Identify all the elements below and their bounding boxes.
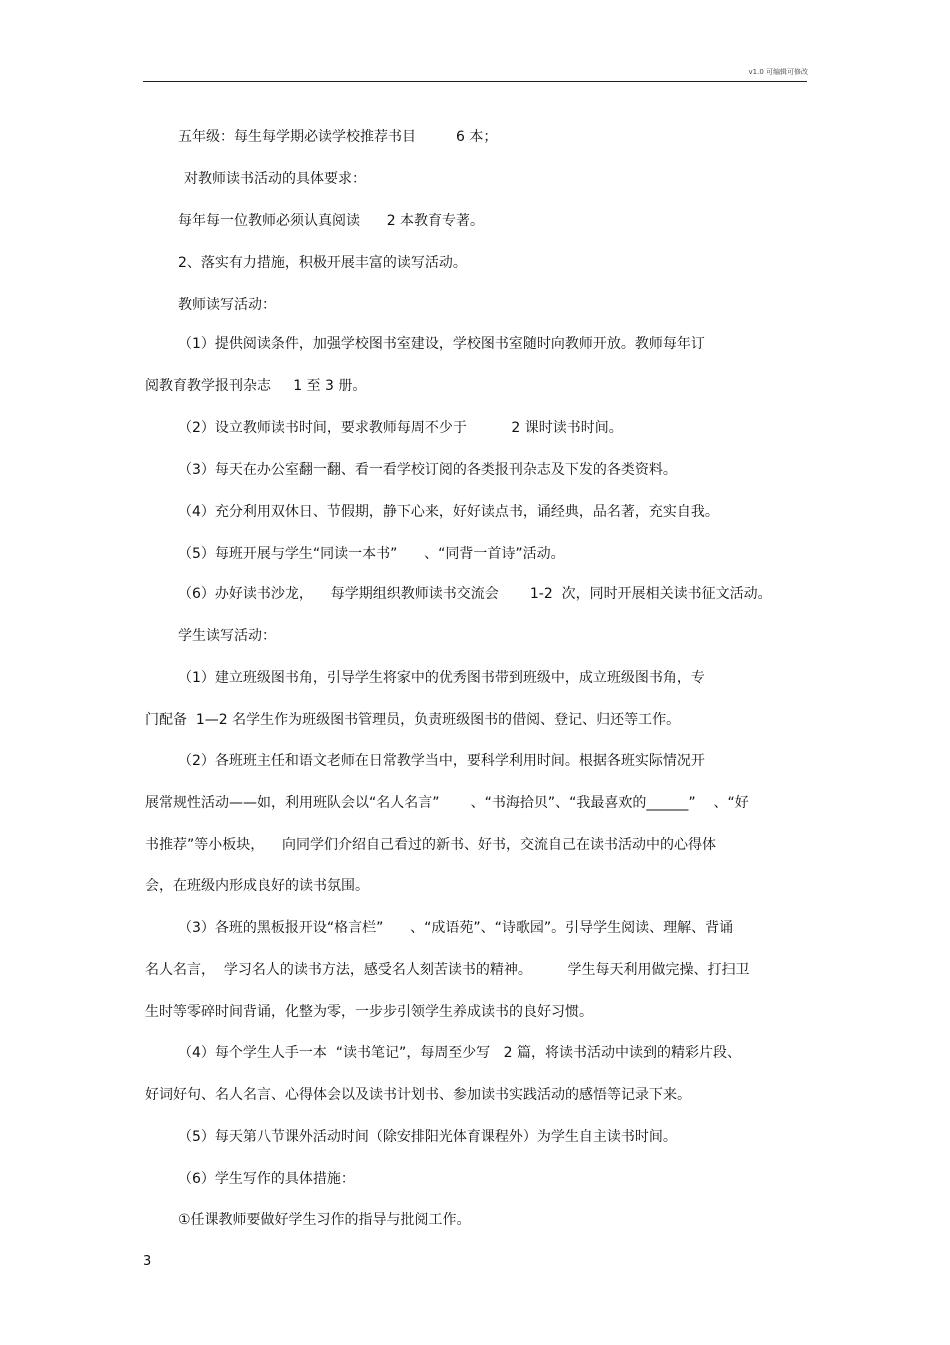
body-line: （6）办好读书沙龙， 每学期组织教师读书交流会 1-2 次，同时开展相关读书征文活动。 bbox=[178, 586, 772, 602]
body-line: 会，在班级内形成良好的读书氛围。 bbox=[145, 878, 369, 894]
body-line: （2）设立教师读书时间，要求教师每周不少于 2 课时读书时间。 bbox=[178, 420, 623, 436]
body-line: 阅教育教学报刊杂志 1 至 3 册。 bbox=[145, 378, 367, 394]
body-line: （4）充分利用双休日、节假期，静下心来，好好读点书，诵经典，品名著，充实自我。 bbox=[178, 504, 719, 520]
body-line: 对教师读书活动的具体要求： bbox=[184, 171, 366, 187]
body-line: 教师读写活动： bbox=[178, 297, 276, 313]
header-version-note: v1.0 可编辑可修改 bbox=[748, 68, 808, 76]
page-number: 3 bbox=[143, 1254, 152, 1269]
body-line: 每年每一位教师必须认真阅读 2 本教育专著。 bbox=[178, 213, 485, 229]
body-line: （6）学生写作的具体措施： bbox=[178, 1171, 355, 1187]
body-line: 生时等零碎时间背诵，化整为零，一步步引领学生养成读书的良好习惯。 bbox=[145, 1004, 593, 1020]
body-line: 展常规性活动——如，利用班队会以“名人名言” 、“书海拾贝”、“我最喜欢的______” 、“好 bbox=[145, 795, 749, 811]
body-line: 五年级：每生每学期必读学校推荐书目 6 本； bbox=[178, 129, 498, 145]
body-line: （5）每班开展与学生“同读一本书” 、“同背一首诗”活动。 bbox=[178, 546, 565, 562]
body-line: （3）各班的黑板报开设“格言栏” 、“成语苑”、“诗歌园”。引导学生阅读、理解、背诵 bbox=[178, 920, 734, 936]
body-line: （1）建立班级图书角，引导学生将家中的优秀图书带到班级中，成立班级图书角，专 bbox=[178, 670, 705, 686]
body-line: （3）每天在办公室翻一翻、看一看学校订阅的各类报刊杂志及下发的各类资料。 bbox=[178, 462, 677, 478]
body-line: （5）每天第八节课外活动时间（除安排阳光体育课程外）为学生自主读书时间。 bbox=[178, 1129, 677, 1145]
body-line: 好词好句、名人名言、心得体会以及读书计划书、参加读书实践活动的感悟等记录下来。 bbox=[145, 1087, 691, 1103]
body-line: 学生读写活动： bbox=[178, 628, 276, 644]
body-line: （2）各班班主任和语文老师在日常教学当中，要科学利用时间。根据各班实际情况开 bbox=[178, 753, 705, 769]
body-line: ①任课教师要做好学生习作的指导与批阅工作。 bbox=[178, 1212, 471, 1228]
body-line: （1）提供阅读条件，加强学校图书室建设，学校图书室随时向教师开放。教师每年订 bbox=[178, 336, 705, 352]
body-line: 门配备 1—2 名学生作为班级图书管理员，负责班级图书的借阅、登记、归还等工作。 bbox=[145, 712, 681, 728]
body-line: 2、落实有力措施，积极开展丰富的读写活动。 bbox=[178, 255, 467, 271]
body-line: 书推荐”等小板块， 向同学们介绍自己看过的新书、好书，交流自己在读书活动中的心得体 bbox=[145, 837, 717, 853]
body-line: （4）每个学生人手一本 “读书笔记”，每周至少写 2 篇，将读书活动中读到的精彩片段、 bbox=[178, 1045, 742, 1061]
body-line: 名人名言， 学习名人的读书方法，感受名人刻苦读书的精神。 学生每天利用做完操、打扫卫 bbox=[145, 962, 750, 978]
header-rule bbox=[143, 81, 807, 82]
